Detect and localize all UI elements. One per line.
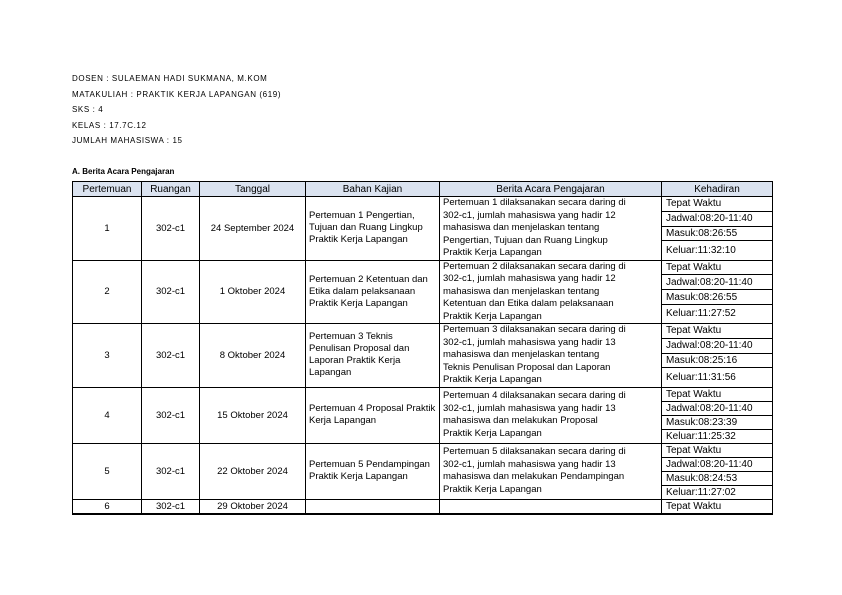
cell-kehadiran-masuk: Masuk:08:23:39 — [662, 415, 773, 429]
cell-kehadiran-status: Tepat Waktu — [662, 324, 773, 339]
cell-ruangan: 302-c1 — [142, 499, 200, 514]
section-title: A. Berita Acara Pengajaran — [72, 167, 175, 176]
cell-pertemuan: 5 — [73, 443, 142, 499]
cell-kehadiran-keluar: Keluar:11:25:32 — [662, 429, 773, 443]
cell-tanggal: 29 Oktober 2024 — [200, 499, 306, 514]
cell-kehadiran-jadwal: Jadwal:08:20-11:40 — [662, 401, 773, 415]
kelas-line: KELAS : 17.7C.12 — [72, 120, 147, 130]
cell-bahan-kajian: Pertemuan 3 Teknis Penulisan Proposal dan Laporan Praktik Kerja Lapangan — [306, 324, 440, 388]
dosen-line: DOSEN : SULAEMAN HADI SUKMANA, M.KOM — [72, 74, 268, 83]
cell-kehadiran-masuk: Masuk:08:26:55 — [662, 290, 773, 305]
cell-tanggal: 24 September 2024 — [200, 197, 306, 261]
table-row — [73, 324, 773, 339]
cell-kehadiran-masuk: Masuk:08:25:16 — [662, 353, 773, 368]
cell-kehadiran-status: Tepat Waktu — [662, 387, 773, 401]
cell-pertemuan: 1 — [73, 197, 142, 261]
cell-kehadiran-keluar: Keluar:11:31:56 — [662, 368, 773, 387]
cell-kehadiran-jadwal: Jadwal:08:20-11:40 — [662, 457, 773, 471]
cell-berita-acara: Pertemuan 3 dilaksanakan secara daring di 302-c1, jumlah mahasiswa yang hadir 13 mahasiswa dan menjelaskan tentang Teknis Penulisan Proposal dan Laporan Praktik Kerja Lapangan — [440, 324, 662, 388]
cell-berita-acara: Pertemuan 5 dilaksanakan secara daring di 302-c1, jumlah mahasiswa yang hadir 13 mahasiswa dan melakukan Pendampingan Praktik Kerja Lapangan — [440, 443, 662, 499]
cell-pertemuan: 3 — [73, 324, 142, 388]
column-header-bahan-kajian: Bahan Kajian — [306, 182, 440, 197]
cell-kehadiran-keluar: Keluar:11:32:10 — [662, 241, 773, 260]
jumlah-mahasiswa-line: JUMLAH MAHASISWA : 15 — [72, 136, 183, 145]
cell-tanggal: 1 Oktober 2024 — [200, 260, 306, 324]
cell-kehadiran-status: Tepat Waktu — [662, 499, 773, 514]
cell-ruangan: 302-c1 — [142, 324, 200, 388]
cell-berita-acara: Pertemuan 4 dilaksanakan secara daring di 302-c1, jumlah mahasiswa yang hadir 13 mahasiswa dan melakukan Proposal Praktik Kerja Lapangan — [440, 387, 662, 443]
cell-ruangan: 302-c1 — [142, 387, 200, 443]
column-header-tanggal: Tanggal — [200, 182, 306, 197]
cell-berita-acara: Pertemuan 1 dilaksanakan secara daring di 302-c1, jumlah mahasiswa yang hadir 12 mahasiswa dan menjelaskan tentang Pengertian, Tujuan dan Ruang Lingkup Praktik Kerja Lapangan — [440, 197, 662, 261]
cell-tanggal: 15 Oktober 2024 — [200, 387, 306, 443]
cell-kehadiran-masuk: Masuk:08:26:55 — [662, 226, 773, 241]
column-header-pertemuan: Pertemuan — [73, 182, 142, 197]
cell-ruangan: 302-c1 — [142, 443, 200, 499]
cell-kehadiran-status: Tepat Waktu — [662, 197, 773, 212]
cell-tanggal: 8 Oktober 2024 — [200, 324, 306, 388]
table-row — [73, 387, 773, 401]
cell-bahan-kajian — [306, 499, 440, 514]
table-row — [73, 260, 773, 275]
cell-pertemuan: 6 — [73, 499, 142, 514]
cell-kehadiran-keluar: Keluar:11:27:02 — [662, 485, 773, 499]
matakuliah-line: MATAKULIAH : PRAKTIK KERJA LAPANGAN (619) — [72, 89, 282, 99]
cell-ruangan: 302-c1 — [142, 197, 200, 261]
table-row — [73, 197, 773, 212]
sks-line: SKS : 4 — [72, 105, 104, 114]
cell-bahan-kajian: Pertemuan 5 Pendampingan Praktik Kerja Lapangan — [306, 443, 440, 499]
table-row — [73, 443, 773, 457]
cell-berita-acara: Pertemuan 2 dilaksanakan secara daring di 302-c1, jumlah mahasiswa yang hadir 12 mahasiswa dan menjelaskan tentang Ketentuan dan Etika dalam pelaksanaan Praktik Kerja Lapangan — [440, 260, 662, 324]
table-row — [73, 499, 773, 514]
berita-acara-table — [72, 181, 773, 515]
cell-bahan-kajian: Pertemuan 4 Proposal Praktik Kerja Lapangan — [306, 387, 440, 443]
cell-kehadiran-jadwal: Jadwal:08:20-11:40 — [662, 338, 773, 353]
column-header-ruangan: Ruangan — [142, 182, 200, 197]
document-header — [72, 71, 281, 149]
cell-pertemuan: 4 — [73, 387, 142, 443]
cell-kehadiran-jadwal: Jadwal:08:20-11:40 — [662, 275, 773, 290]
cell-kehadiran-masuk: Masuk:08:24:53 — [662, 471, 773, 485]
cell-kehadiran-jadwal: Jadwal:08:20-11:40 — [662, 211, 773, 226]
table-header-row — [73, 182, 773, 197]
cell-bahan-kajian: Pertemuan 1 Pengertian, Tujuan dan Ruang Lingkup Praktik Kerja Lapangan — [306, 197, 440, 261]
cell-bahan-kajian: Pertemuan 2 Ketentuan dan Etika dalam pelaksanaan Praktik Kerja Lapangan — [306, 260, 440, 324]
cell-ruangan: 302-c1 — [142, 260, 200, 324]
cell-kehadiran-status: Tepat Waktu — [662, 260, 773, 275]
cell-kehadiran-status: Tepat Waktu — [662, 443, 773, 457]
cell-kehadiran-keluar: Keluar:11:27:52 — [662, 304, 773, 323]
cell-berita-acara — [440, 499, 662, 514]
column-header-berita-acara: Berita Acara Pengajaran — [440, 182, 662, 197]
cell-tanggal: 22 Oktober 2024 — [200, 443, 306, 499]
column-header-kehadiran: Kehadiran — [662, 182, 773, 197]
cell-pertemuan: 2 — [73, 260, 142, 324]
